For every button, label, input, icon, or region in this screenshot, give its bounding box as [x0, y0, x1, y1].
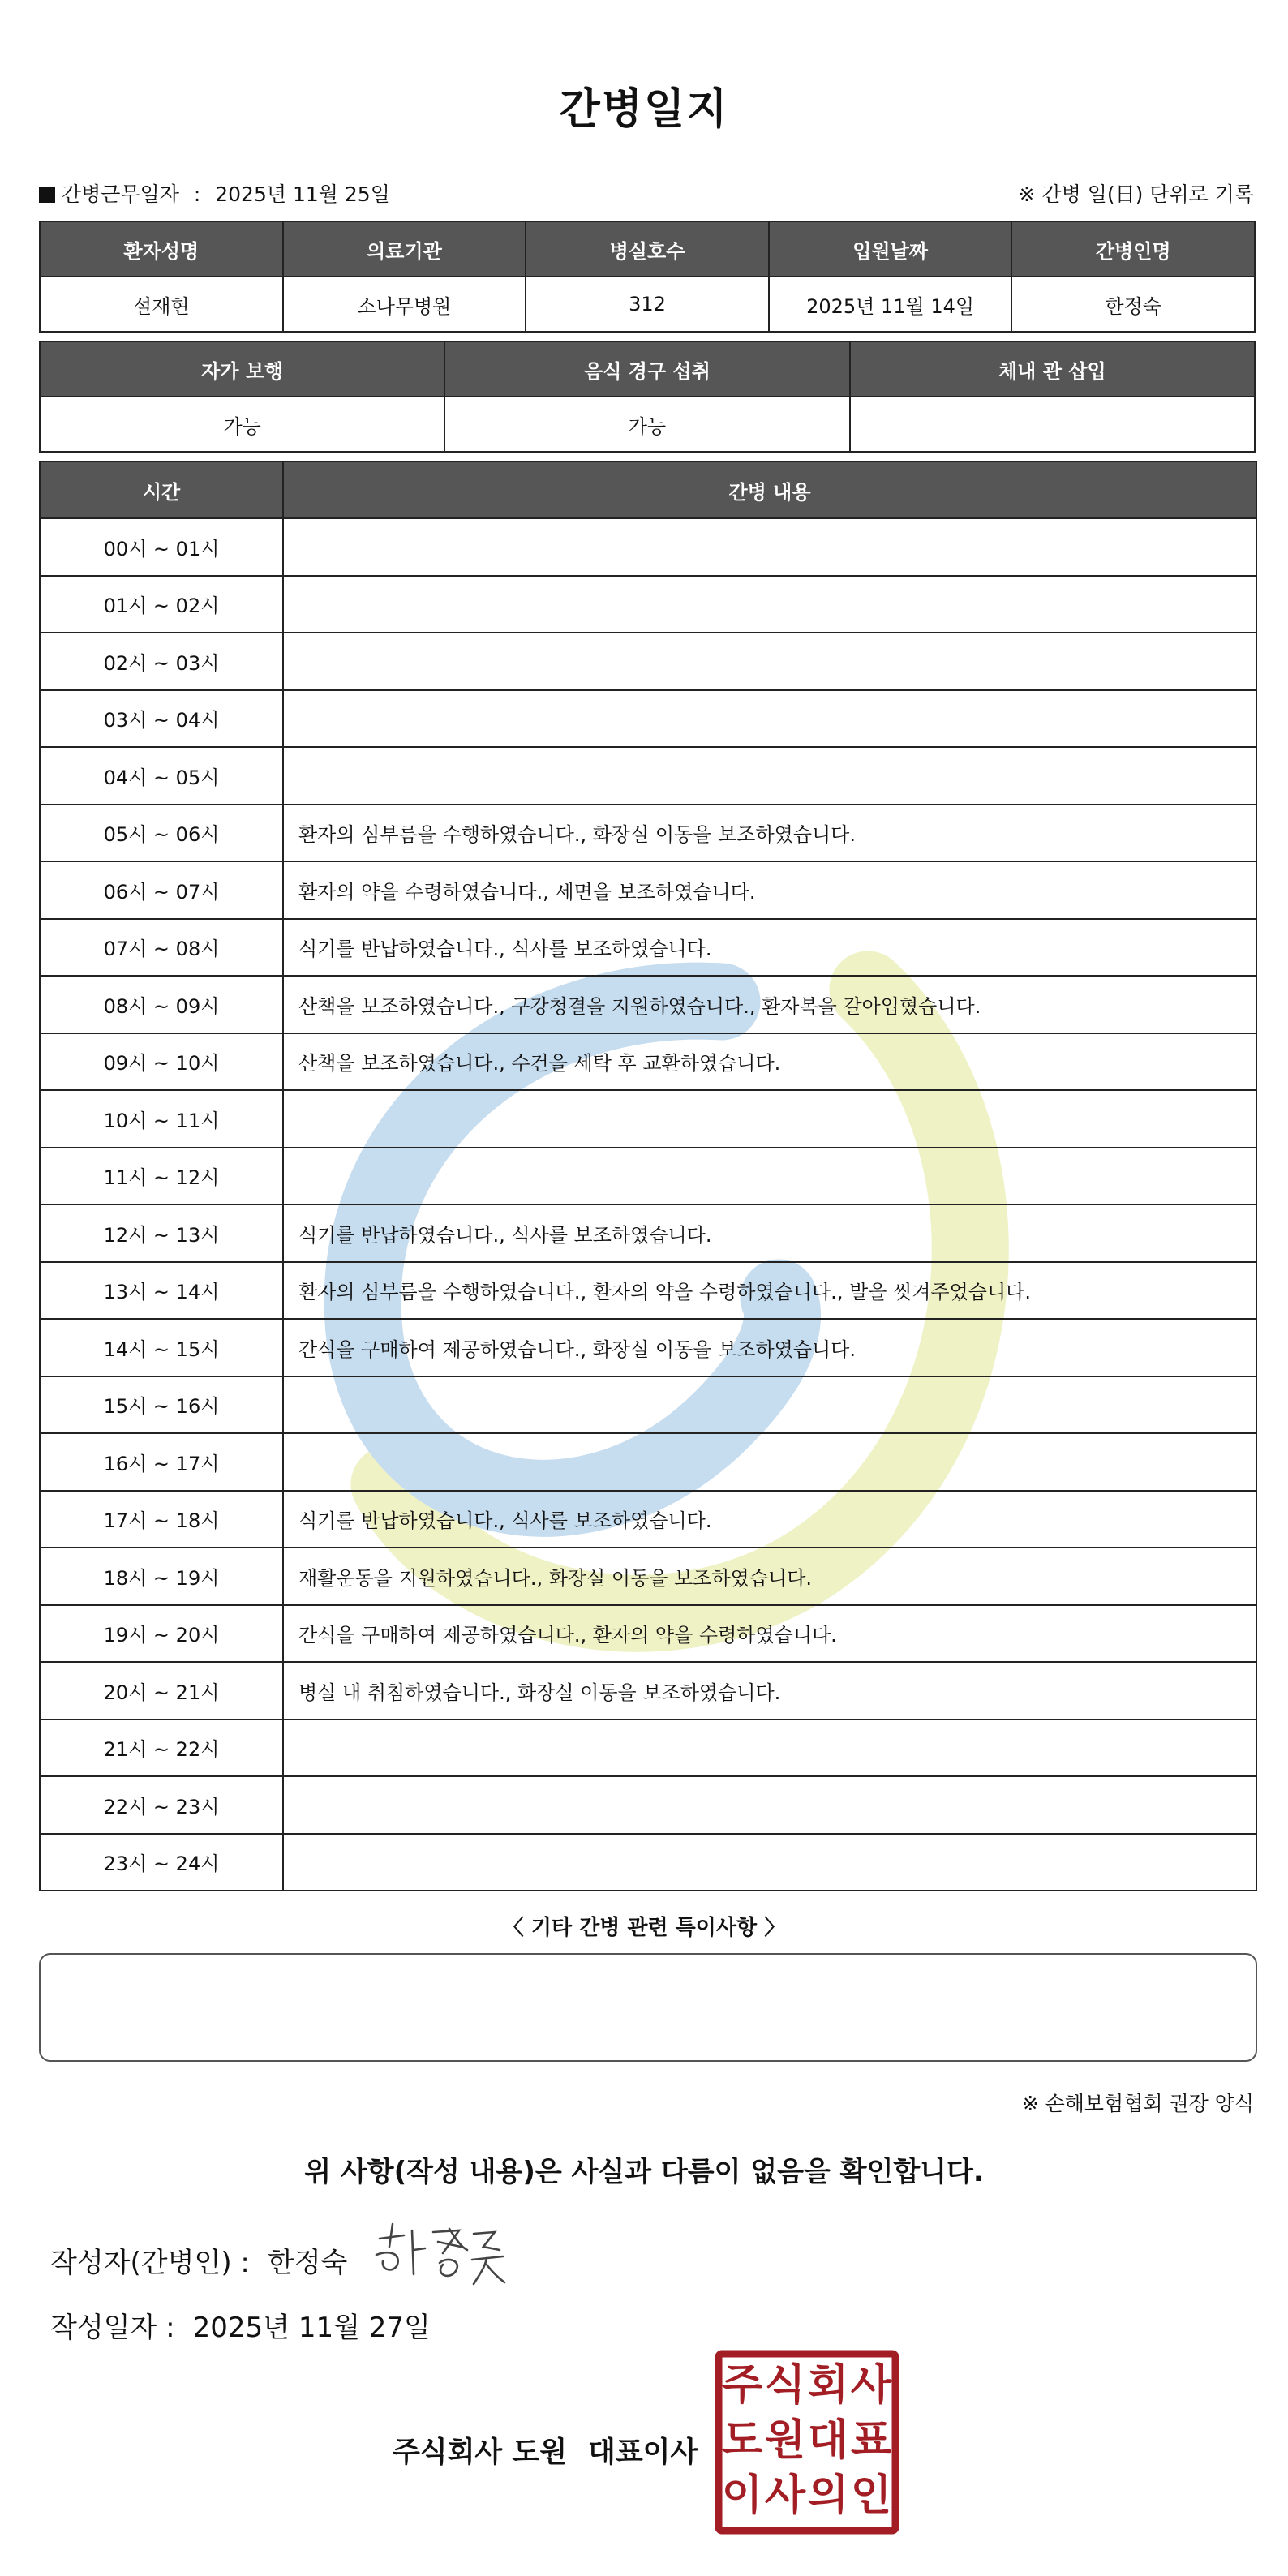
care-log-content: 재활운동을 지원하였습니다., 화장실 이동을 보조하였습니다. [283, 1548, 1256, 1605]
document-title: 간병일지 [559, 85, 729, 134]
seal-char: 회 [807, 2361, 849, 2410]
care-log-time: 02시 ~ 03시 [40, 633, 283, 690]
care-log-rows [40, 518, 1256, 1891]
care-log-row [40, 1433, 1256, 1491]
patient-info-header-row [40, 221, 1255, 277]
seal-char: 의 [807, 2471, 849, 2520]
header-room-number: 병실호수 [526, 221, 769, 277]
care-log-time: 20시 ~ 21시 [40, 1662, 283, 1719]
care-log-content: 식기를 반납하였습니다., 식사를 보조하였습니다. [283, 1204, 1256, 1262]
care-log-content [283, 518, 1256, 576]
care-log-time: 15시 ~ 16시 [40, 1376, 283, 1434]
care-log-row [40, 1033, 1256, 1091]
care-log-content [283, 1834, 1256, 1891]
care-log-row [40, 633, 1256, 690]
remarks-title: 〈 기타 간병 관련 특이사항 〉 [502, 1916, 786, 1940]
care-log-row [40, 1776, 1256, 1834]
self-walking-value: 가능 [40, 397, 444, 452]
care-log-content [283, 633, 1256, 690]
header-admission-date: 입원날짜 [769, 221, 1012, 277]
care-log-row [40, 1548, 1256, 1605]
care-log-row [40, 1662, 1256, 1719]
care-log-time: 07시 ~ 08시 [40, 919, 283, 977]
care-log-row [40, 1605, 1256, 1663]
care-log-time: 16시 ~ 17시 [40, 1433, 283, 1491]
care-log-time: 13시 ~ 14시 [40, 1262, 283, 1320]
patient-status-value-row [40, 397, 1255, 452]
seal-char: 이 [721, 2471, 763, 2520]
care-log-row [40, 1491, 1256, 1548]
care-log-row [40, 1262, 1256, 1320]
header-oral-intake: 음식 경구 섭취 [444, 341, 849, 397]
patient-info-value-row [40, 277, 1255, 332]
care-log-header-row [40, 462, 1256, 518]
header-patient-name: 환자성명 [40, 221, 283, 277]
care-log-content: 병실 내 취침하였습니다., 화장실 이동을 보조하였습니다. [283, 1662, 1256, 1719]
care-log-content: 산책을 보조하였습니다., 구강청결을 지원하였습니다., 환자복을 갈아입혔습니다. [283, 976, 1256, 1033]
patient-info-table [39, 221, 1256, 333]
care-log-time: 12시 ~ 13시 [40, 1204, 283, 1262]
tube-insertion-value [850, 397, 1255, 452]
care-log-content: 환자의 약을 수령하였습니다., 세면을 보조하였습니다. [283, 861, 1256, 919]
care-log-time: 23시 ~ 24시 [40, 1834, 283, 1891]
care-log-time: 14시 ~ 15시 [40, 1319, 283, 1376]
care-log-time: 21시 ~ 22시 [40, 1719, 283, 1777]
seal-char: 표 [850, 2416, 892, 2465]
record-note: ※ 간병 일(日) 단위로 기록 [1018, 182, 1254, 206]
header-hospital: 의료기관 [283, 221, 526, 277]
oral-intake-value: 가능 [444, 397, 849, 452]
care-log-time: 10시 ~ 11시 [40, 1090, 283, 1148]
care-log-time: 11시 ~ 12시 [40, 1148, 283, 1205]
care-log-time: 08시 ~ 09시 [40, 976, 283, 1033]
patient-name: 설재현 [40, 277, 283, 332]
care-log-row [40, 1148, 1256, 1205]
header-time: 시간 [40, 462, 283, 518]
care-log-row [40, 1376, 1256, 1434]
care-log-row [40, 1204, 1256, 1262]
care-log-time: 03시 ~ 04시 [40, 690, 283, 748]
hospital-name: 소나무병원 [283, 277, 526, 332]
caregiver-name: 한정숙 [1011, 277, 1255, 332]
care-log-row [40, 1090, 1256, 1148]
care-log-content: 식기를 반납하였습니다., 식사를 보조하였습니다. [283, 919, 1256, 977]
care-log-time: 01시 ~ 02시 [40, 576, 283, 633]
header-caregiver-name: 간병인명 [1011, 221, 1255, 277]
care-log-row [40, 1319, 1256, 1376]
seal-char: 식 [764, 2361, 806, 2410]
care-log-row [40, 1719, 1256, 1777]
care-log-content [283, 1148, 1256, 1205]
handwritten-signature [365, 2214, 511, 2295]
hourly-care-log-table [39, 461, 1257, 1891]
care-log-row [40, 861, 1256, 919]
work-date-line [39, 178, 390, 208]
work-date-value: 2025년 11월 25일 [215, 182, 390, 206]
write-date-line [50, 2305, 431, 2345]
square-bullet-icon [39, 187, 55, 203]
care-log-time: 00시 ~ 01시 [40, 518, 283, 576]
care-log-row [40, 1834, 1256, 1891]
header-care-content: 간병 내용 [283, 462, 1256, 518]
seal-char: 주 [721, 2361, 763, 2410]
care-log-time: 05시 ~ 06시 [40, 805, 283, 862]
remarks-box [39, 1953, 1257, 2062]
work-date-separator: : [193, 182, 201, 206]
seal-char: 도 [721, 2416, 763, 2465]
care-log-content: 간식을 구매하여 제공하였습니다., 화장실 이동을 보조하였습니다. [283, 1319, 1256, 1376]
writer-line [50, 2240, 347, 2280]
care-log-content: 환자의 심부름을 수행하였습니다., 환자의 약을 수령하였습니다., 발을 씻겨주었습니다. [283, 1262, 1256, 1320]
care-log-content: 산책을 보조하였습니다., 수건을 세탁 후 교환하였습니다. [283, 1033, 1256, 1091]
company-signature-line [393, 2430, 698, 2471]
care-log-content [283, 1090, 1256, 1148]
care-log-content [283, 576, 1256, 633]
patient-status-table [39, 341, 1256, 453]
care-log-content [283, 690, 1256, 748]
care-log-time: 04시 ~ 05시 [40, 747, 283, 805]
care-log-row [40, 576, 1256, 633]
care-log-time: 17시 ~ 18시 [40, 1491, 283, 1548]
company-seal-stamp [714, 2349, 900, 2535]
seal-char: 사 [764, 2471, 806, 2520]
work-date-label: 간병근무일자 [62, 182, 179, 206]
write-date-label: 작성일자 : [50, 2312, 175, 2344]
care-log-row [40, 690, 1256, 748]
room-number: 312 [526, 277, 769, 332]
care-log-row [40, 919, 1256, 977]
care-log-time: 06시 ~ 07시 [40, 861, 283, 919]
care-log-row [40, 747, 1256, 805]
care-log-content [283, 1433, 1256, 1491]
care-log-row [40, 805, 1256, 862]
care-log-content [283, 1719, 1256, 1777]
care-log-content: 식기를 반납하였습니다., 식사를 보조하였습니다. [283, 1491, 1256, 1548]
patient-status-header-row [40, 341, 1255, 397]
care-log-time: 19시 ~ 20시 [40, 1605, 283, 1663]
care-log-time: 18시 ~ 19시 [40, 1548, 283, 1605]
care-log-content [283, 1776, 1256, 1834]
writer-label: 작성자(간병인) : [50, 2247, 250, 2279]
confirmation-statement: 위 사항(작성 내용)은 사실과 다름이 없음을 확인합니다. [304, 2156, 984, 2188]
care-log-content [283, 747, 1256, 805]
care-log-time: 22시 ~ 23시 [40, 1776, 283, 1834]
seal-char: 인 [850, 2471, 892, 2520]
seal-char: 대 [807, 2416, 849, 2465]
care-log-row [40, 518, 1256, 576]
seal-char: 원 [764, 2416, 806, 2465]
recommend-note: ※ 손해보험협회 권장 양식 [1021, 2092, 1254, 2115]
care-log-content: 간식을 구매하여 제공하였습니다., 환자의 약을 수령하였습니다. [283, 1605, 1256, 1663]
care-log-time: 09시 ~ 10시 [40, 1033, 283, 1091]
writer-name: 한정숙 [267, 2247, 348, 2279]
admission-date: 2025년 11월 14일 [769, 277, 1012, 332]
header-self-walking: 자가 보행 [40, 341, 444, 397]
write-date-value: 2025년 11월 27일 [192, 2312, 431, 2344]
ceo-title: 대표이사 [588, 2436, 698, 2469]
seal-char: 사 [850, 2361, 892, 2410]
care-log-content [283, 1376, 1256, 1434]
company-name: 주식회사 도원 [393, 2436, 568, 2469]
care-log-row [40, 976, 1256, 1033]
care-log-content: 환자의 심부름을 수행하였습니다., 화장실 이동을 보조하였습니다. [283, 805, 1256, 862]
header-tube-insertion: 체내 관 삽입 [850, 341, 1255, 397]
